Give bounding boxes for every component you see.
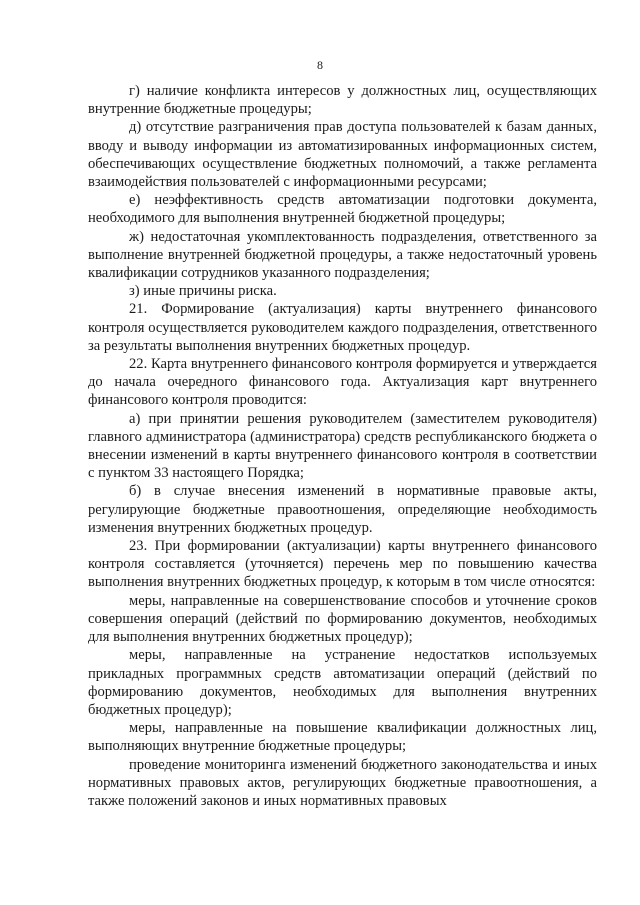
paragraph: б) в случае внесения изменений в нормативные правовые акты, регулирующие бюджетные правоотношения, определяющие необходимость изменения внутренних бюджетных процедур. bbox=[88, 483, 597, 536]
paragraph: е) неэффективность средств автоматизации подготовки документа, необходимого для выполнения внутренней бюджетной процедуры; bbox=[88, 192, 597, 227]
paragraph: а) при принятии решения руководителем (заместителем руководителя) главного администратора (администратора) средств республиканского бюджета о внесении изменений в карты внутреннего финансового контроля в соответствии с пунктом 33 настоящего Порядка; bbox=[88, 410, 597, 482]
paragraph: д) отсутствие разграничения прав доступа пользователей к базам данных, вводу и выводу информации из автоматизированных информационных систем, обеспечивающих осуществление бюджетных полномочий, а также регламента взаимодействия пользователей с информационными ресурсами; bbox=[88, 119, 597, 191]
paragraph: з) иные причины риска. bbox=[129, 283, 277, 300]
document-body bbox=[88, 82, 597, 810]
paragraph: 21. Формирование (актуализация) карты внутреннего финансового контроля осуществляется руководителем каждого подразделения, ответственного за результаты выполнения внутренних бюджетных процедур. bbox=[88, 301, 597, 354]
paragraph: проведение мониторинга изменений бюджетного законодательства и иных нормативных правовых актов, регулирующих бюджетные правоотношения, а также положений законов и иных нормативных правовых bbox=[88, 756, 597, 809]
paragraph: меры, направленные на устранение недостатков используемых прикладных программных средств автоматизации операций (действий по формированию документов, необходимых для выполнения внутренних бюджетных процедур); bbox=[88, 647, 597, 718]
paragraph: 23. При формировании (актуализации) карты внутреннего финансового контроля составляется (уточняется) перечень мер по повышению качества выполнения внутренних бюджетных процедур, к которым в том числе относятся: bbox=[88, 538, 597, 591]
page-number: 8 bbox=[317, 58, 323, 72]
paragraph: меры, направленные на совершенствование способов и уточнение сроков совершения операций (действий по формированию документов, необходимых для выполнения внутренних бюджетных процедур); bbox=[88, 592, 597, 646]
paragraph: г) наличие конфликта интересов у должностных лиц, осуществляющих внутренние бюджетные процедуры; bbox=[88, 83, 597, 118]
paragraph: 22. Карта внутреннего финансового контроля формируется и утверждается до начала очередного финансового года. Актуализация карт внутреннего финансового контроля проводится: bbox=[88, 356, 597, 409]
paragraph: меры, направленные на повышение квалификации должностных лиц, выполняющих внутренние бюджетные процедуры; bbox=[88, 720, 597, 755]
paragraph: ж) недостаточная укомплектованность подразделения, ответственного за выполнение внутренней бюджетной процедуры, а также недостаточный уровень квалификации сотрудников указанного подразделения; bbox=[88, 228, 597, 282]
